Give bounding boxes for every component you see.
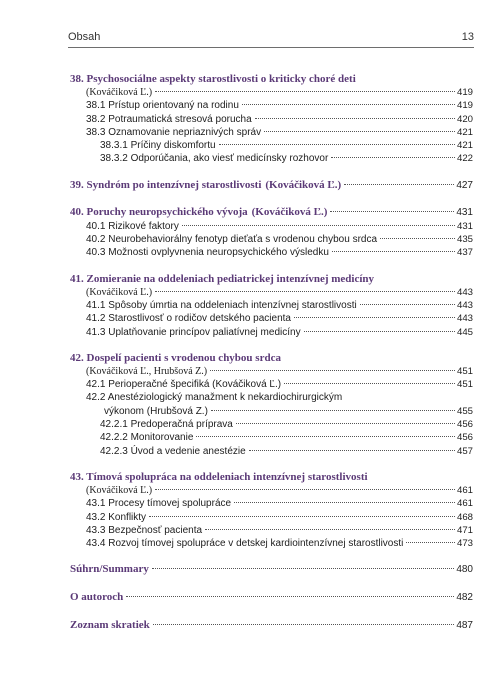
page-ref: 435 — [456, 234, 473, 246]
page-ref: 431 — [456, 220, 473, 232]
dot-leader — [344, 184, 454, 185]
toc-entry — [70, 431, 473, 444]
chapter-title: 39. Syndróm po intenzívnej starostlivosti — [70, 178, 262, 191]
page-ref: 427 — [456, 179, 473, 191]
dot-leader — [211, 410, 455, 411]
toc-section-42 — [70, 351, 473, 458]
page-ref: 468 — [456, 511, 473, 523]
page-ref: 443 — [456, 299, 473, 311]
dot-leader — [331, 157, 455, 158]
dot-leader — [255, 118, 455, 119]
page-ref: 437 — [456, 247, 473, 259]
page-ref: 421 — [456, 140, 473, 152]
toc-entry — [70, 524, 473, 537]
entry-title: 38.3.1 Príčiny diskomfortu — [100, 140, 216, 152]
toc-entry — [70, 299, 473, 312]
entry-title: 43.3 Bezpečnosť pacienta — [86, 524, 203, 536]
dot-leader — [152, 568, 454, 569]
page-ref: 445 — [456, 326, 473, 338]
chapter-author: (Kováčiková Ľ.) — [86, 286, 153, 298]
toc-entry — [70, 418, 473, 431]
page-ref: 420 — [456, 113, 473, 125]
dot-leader — [380, 238, 455, 239]
dot-leader — [196, 436, 455, 437]
toc-entry — [70, 233, 473, 246]
entry-title: 41.3 Uplatňovanie princípov paliatívnej medicíny — [86, 326, 301, 338]
chapter-title: 41. Zomieranie na oddeleniach pediatrickej intenzívnej medicíny — [70, 272, 375, 285]
toc-entry — [70, 445, 473, 458]
toc-entry — [70, 378, 473, 391]
toc-entry — [70, 113, 473, 126]
toc-entry — [70, 511, 473, 524]
chapter-title: 40. Poruchy neuropsychického vývoja — [70, 205, 248, 218]
dot-leader — [242, 104, 455, 105]
page-ref: 471 — [456, 524, 473, 536]
page-ref: 419 — [456, 87, 473, 98]
chapter-author: (Kováčiková Ľ.) — [86, 484, 153, 496]
dot-leader — [155, 489, 455, 490]
page-ref: 421 — [456, 126, 473, 138]
page-ref: 456 — [456, 419, 473, 431]
dot-leader — [330, 211, 454, 212]
entry-title: 38.3 Oznamovanie nepriaznivých správ — [86, 126, 262, 138]
dot-leader — [234, 502, 455, 503]
entry-title: 42.2.1 Predoperačná príprava — [100, 419, 233, 431]
running-header — [68, 31, 474, 43]
chapter-title: 42. Dospelí pacienti s vrodenou chybou srdca — [70, 351, 281, 364]
entry-title: 41.1 Spôsoby úmrtia na oddeleniach intenzívnej starostlivosti — [86, 299, 357, 311]
toc-section-43 — [70, 470, 473, 550]
toc-entry — [70, 286, 473, 299]
toc-entry — [70, 246, 473, 259]
entry-title: 38.1 Prístup orientovaný na rodinu — [86, 100, 239, 112]
toc-section-40 — [70, 205, 473, 260]
dot-leader — [304, 331, 455, 332]
toc-section-41 — [70, 272, 473, 339]
dot-leader — [294, 317, 455, 318]
table-of-contents — [70, 72, 473, 633]
page-ref: 461 — [456, 484, 473, 496]
entry-title: 42.2.2 Monitorovanie — [100, 432, 194, 444]
dot-leader — [406, 542, 455, 543]
toc-entry — [70, 497, 473, 510]
page-number: 13 — [461, 31, 474, 43]
toc-section-39 — [70, 178, 473, 193]
toc-entry — [70, 126, 473, 139]
dot-leader — [360, 304, 455, 305]
toc-entry — [70, 312, 473, 325]
toc-entry-authors — [70, 590, 473, 605]
dot-leader — [126, 596, 454, 597]
entry-title: 42.1 Perioperačné špecifiká (Kováčiková Ľ.) — [86, 379, 282, 391]
entry-title: 43.2 Konflikty — [86, 511, 147, 523]
dot-leader — [332, 251, 455, 252]
toc-entry — [70, 537, 473, 550]
toc-entry — [70, 220, 473, 233]
entry-title: 40.3 Možnosti ovplyvnenia neuropsychického výsledku — [86, 247, 329, 259]
dot-leader — [249, 450, 455, 451]
toc-entry — [70, 484, 473, 497]
page-ref: 473 — [456, 538, 473, 550]
dot-leader — [182, 225, 455, 226]
chapter-title: O autoroch — [70, 591, 124, 604]
dot-leader — [155, 291, 455, 292]
chapter-title: 43. Tímová spolupráca na oddeleniach intenzívnej starostlivosti — [70, 470, 368, 483]
page-ref: 457 — [456, 445, 473, 457]
toc-entry — [70, 178, 473, 193]
chapter-author: (Kováčiková Ľ., Hrubšová Z.) — [86, 365, 208, 377]
dot-leader — [236, 423, 455, 424]
page-ref: 480 — [456, 564, 473, 576]
entry-title: 38.3.2 Odporúčania, ako viesť medicínsky rozhovor — [100, 153, 329, 165]
page-ref: 422 — [456, 153, 473, 165]
chapter-title: 38. Psychosociálne aspekty starostlivosti o kriticky choré deti — [70, 73, 356, 85]
toc-section-38 — [70, 72, 473, 166]
entry-title: 42.2 Anestéziologický manažment k nekardiochirurgickým — [86, 392, 343, 404]
toc-entry — [70, 326, 473, 339]
toc-entry — [70, 99, 473, 112]
chapter-author: (Kováčiková Ľ.) — [86, 87, 153, 98]
chapter-title: Zoznam skratiek — [70, 619, 150, 632]
dot-leader — [284, 383, 455, 384]
entry-title: 43.1 Procesy tímovej spolupráce — [86, 498, 232, 510]
toc-entry-abbreviations — [70, 618, 473, 633]
toc-entry — [70, 152, 473, 165]
dot-leader — [264, 131, 455, 132]
entry-title: 38.2 Potraumatická stresová porucha — [86, 113, 252, 125]
toc-entry-summary — [70, 562, 473, 577]
page-ref: 455 — [456, 405, 473, 417]
chapter-author: (Kováčiková Ľ.) — [251, 205, 328, 218]
page-ref: 456 — [456, 432, 473, 444]
page-ref: 451 — [456, 379, 473, 391]
toc-entry — [70, 86, 473, 99]
entry-title: 41.2 Starostlivosť o rodičov detského pacienta — [86, 313, 291, 325]
toc-entry — [70, 405, 473, 418]
page-ref: 461 — [456, 498, 473, 510]
header-rule — [68, 47, 474, 48]
page-ref: 443 — [456, 313, 473, 325]
page-ref: 482 — [456, 592, 473, 604]
dot-leader — [155, 91, 455, 92]
dot-leader — [219, 144, 455, 145]
dot-leader — [205, 529, 455, 530]
running-header-title: Obsah — [68, 31, 101, 43]
dot-leader — [153, 624, 455, 625]
page-ref: 487 — [456, 620, 473, 632]
toc-entry — [70, 205, 473, 220]
toc-entry — [70, 391, 473, 404]
page-ref: 451 — [456, 365, 473, 377]
entry-title: 40.2 Neurobehaviorálny fenotyp dieťaťa s vrodenou chybou srdca — [86, 234, 378, 246]
dot-leader — [149, 516, 455, 517]
page-ref: 443 — [456, 286, 473, 298]
dot-leader — [210, 370, 455, 371]
entry-title: 42.2.3 Úvod a vedenie anestézie — [100, 445, 246, 457]
page-ref: 419 — [456, 100, 473, 112]
toc-entry — [70, 139, 473, 152]
chapter-title: Súhrn/Summary — [70, 563, 149, 576]
page-ref: 431 — [456, 206, 473, 218]
entry-title: 40.1 Rizikové faktory — [86, 220, 179, 232]
chapter-author: (Kováčiková Ľ.) — [265, 178, 342, 191]
entry-title: výkonom (Hrubšová Z.) — [104, 405, 208, 417]
toc-entry — [70, 365, 473, 378]
entry-title: 43.4 Rozvoj tímovej spolupráce v detskej kardiointenzívnej starostlivosti — [86, 538, 404, 550]
